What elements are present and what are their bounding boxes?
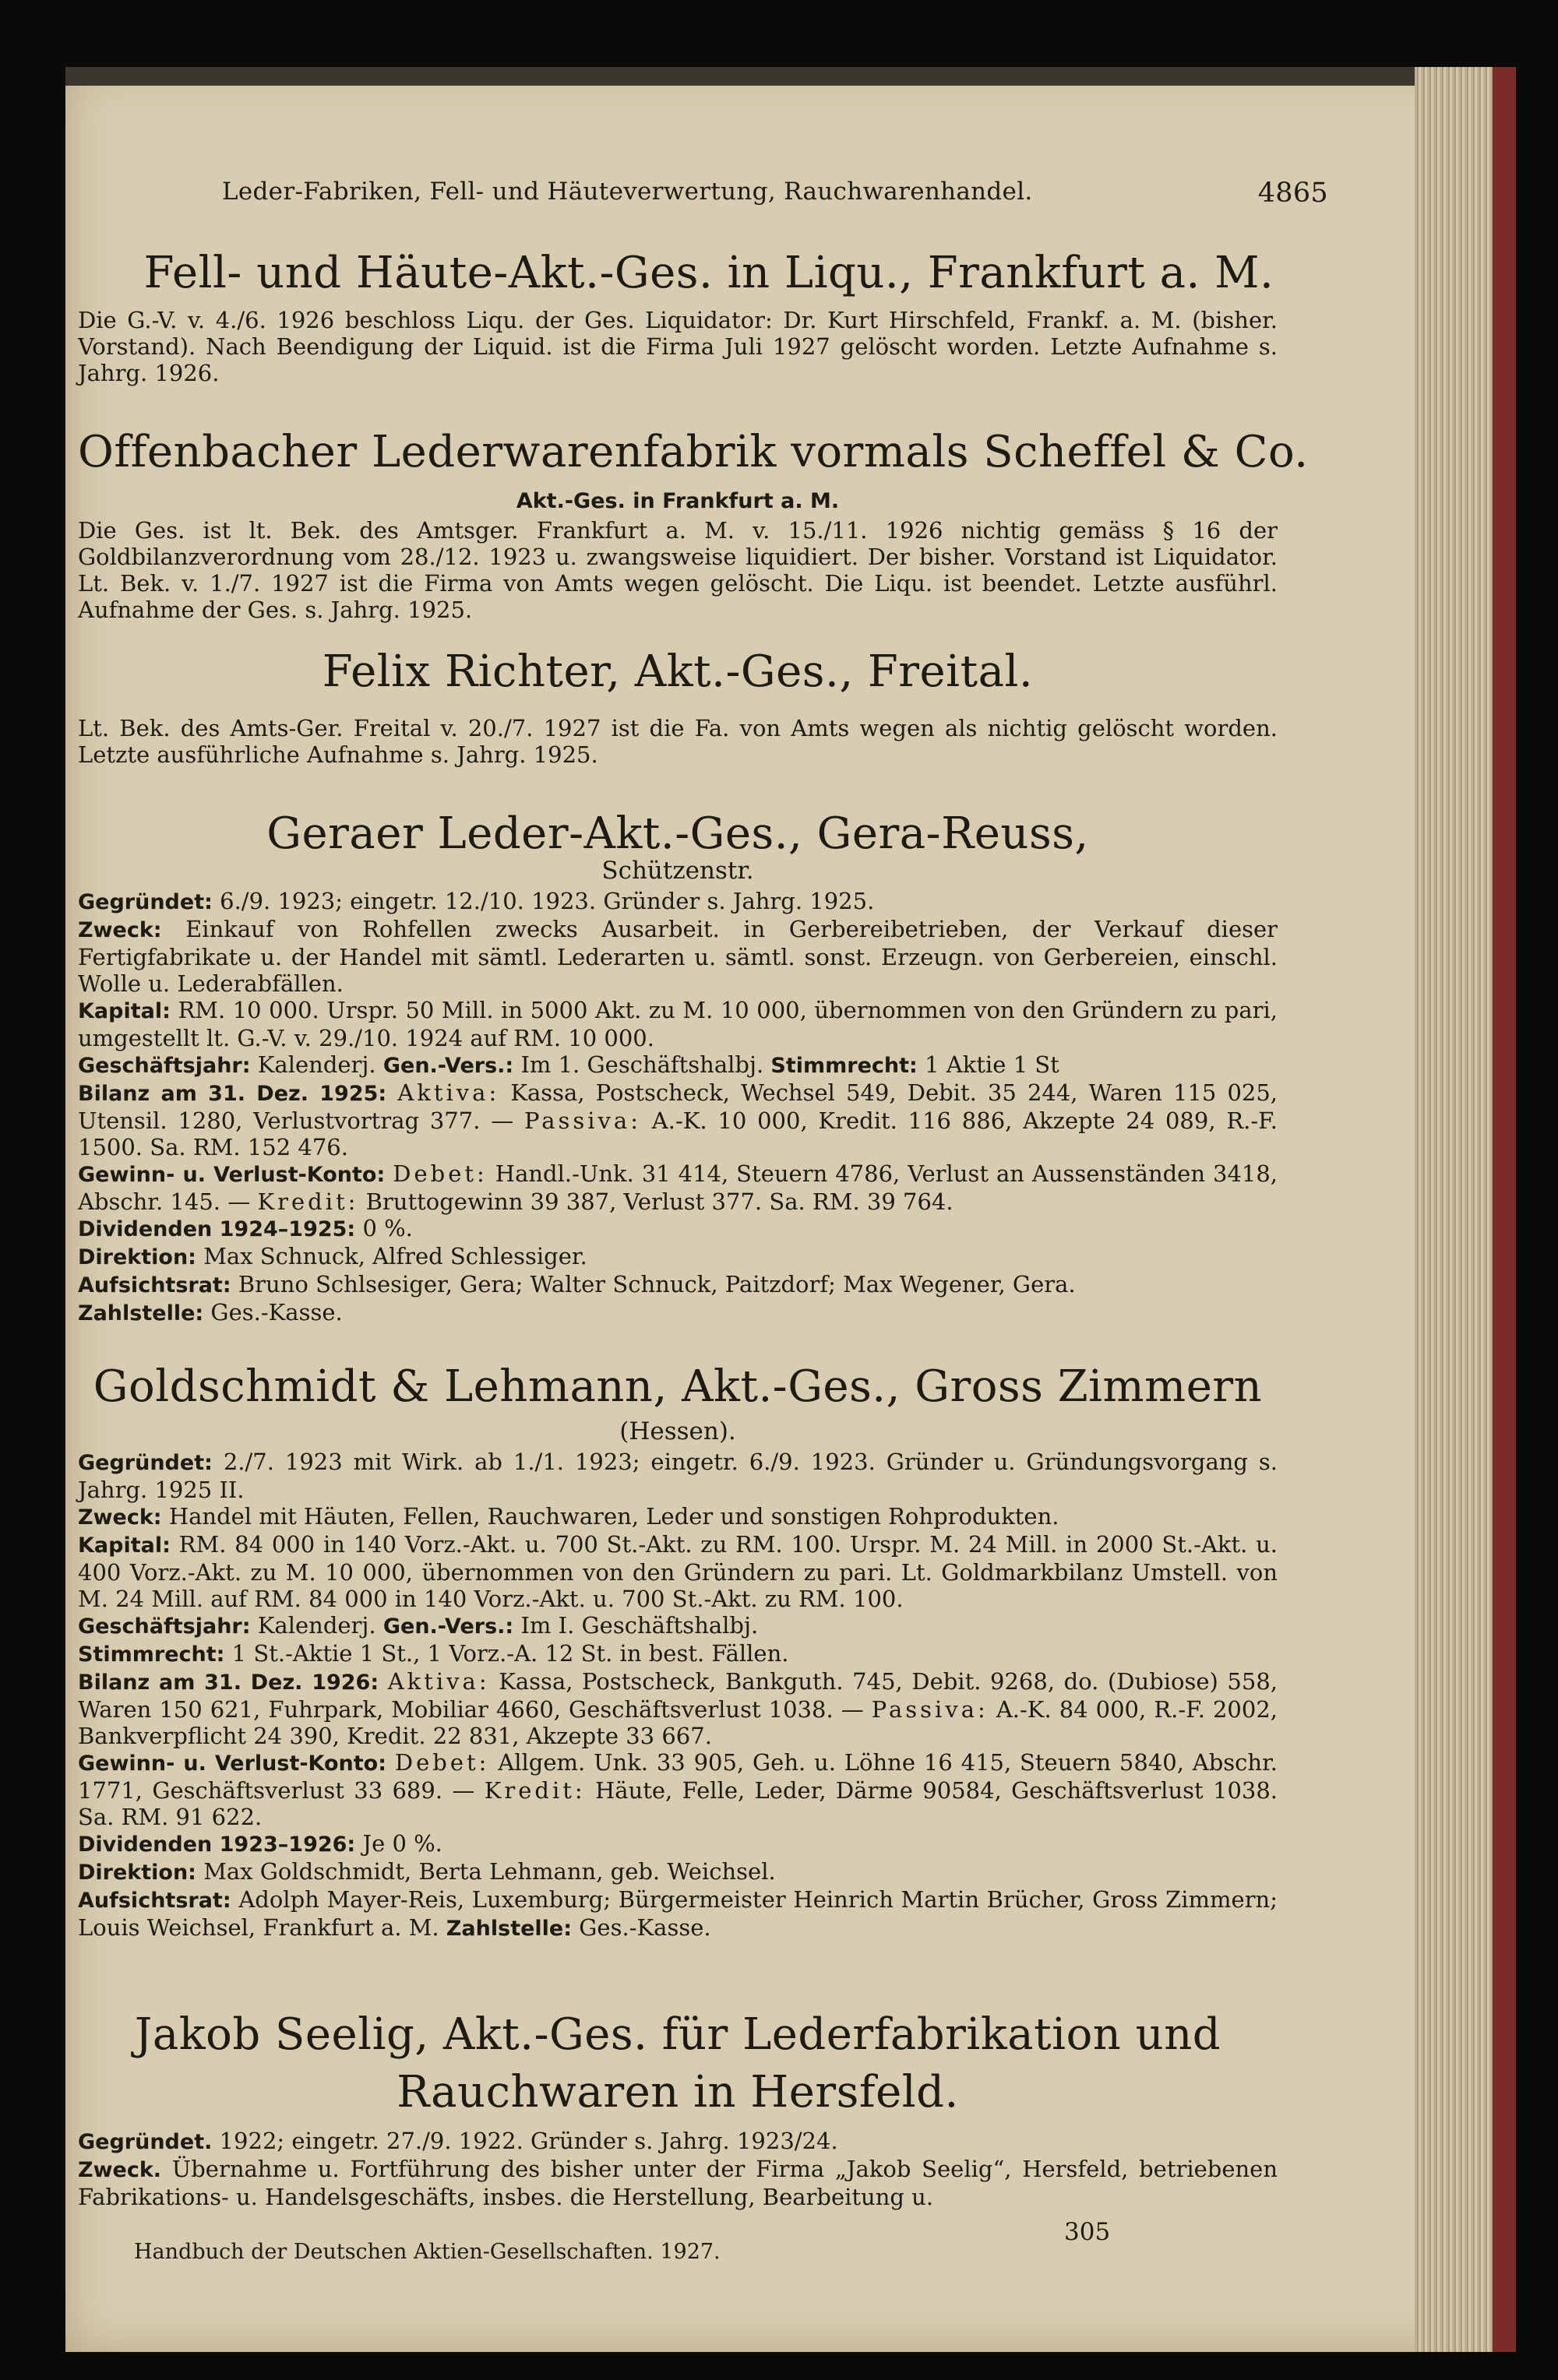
page-edges [1415, 67, 1493, 2352]
value: RM. 84 000 in 140 Vorz.-Akt. u. 700 St.-Akt. zu RM. 100. Urspr. M. 24 Mill. in 2000 St.-Akt. u. 400 Vorz.-Akt. zu M. 10 000, übernommen von den Gründern zu pari. Lt. Goldmarkbilanz Umstell. von M. 24 Mill. auf RM. 84 000 in 140 Vorz.-Akt. u. 700 St.-Akt. zu RM. 100. [78, 1531, 1278, 1612]
entry-text-offenbacher [78, 517, 1278, 623]
entry-subtitle-geraer: Schützenstr. [601, 857, 754, 885]
label: Zahlstelle: [446, 1917, 573, 1941]
label: Zweck: [78, 918, 162, 942]
seelig-gegruendet [78, 2128, 1278, 2156]
goldschmidt-dividenden [78, 1830, 1278, 1858]
value: Je 0 %. [362, 1830, 442, 1857]
geraer-dividenden [78, 1215, 1278, 1243]
page-number: 4865 [1257, 178, 1328, 209]
label: Geschäftsjahr: [78, 1614, 251, 1639]
value: Häute, Felle, Leder, Därme 90584, Geschäftsverlust 1038. Sa. RM. 91 622. [78, 1777, 1278, 1830]
value: 2./7. 1923 mit Wirk. ab 1./1. 1923; eingetr. 6./9. 1923. Gründer u. Gründungsvorgang s. Jahrg. 1925 II. [78, 1449, 1278, 1503]
value: 1 St.-Aktie 1 St., 1 Vorz.-A. 12 St. in best. Fällen. [231, 1640, 789, 1667]
value: Adolph Mayer-Reis, Luxemburg; Bürgermeister Heinrich Martin Brücher, Gross Zimmern; Louis Weichsel, Frankfurt a. M. [78, 1886, 1278, 1941]
label: Zweck. [78, 2158, 162, 2182]
label: Gegründet: [78, 890, 213, 914]
label: Zweck: [78, 1505, 162, 1530]
value: Bruttogewinn 39 387, Verlust 377. Sa. RM. 39 764. [365, 1188, 953, 1215]
entry-text-goldschmidt [78, 1449, 1278, 1942]
geraer-geschaeftsjahr [78, 1051, 1278, 1079]
label: Aufsichtsrat: [78, 1273, 231, 1297]
value: Max Schnuck, Alfred Schlessiger. [203, 1243, 587, 1269]
geraer-zahlstelle [78, 1299, 1278, 1327]
value: Handl.-Unk. 31 414, Steuern 4786, Verlust an Aussenständen 3418, Abschr. 145. — [78, 1160, 1278, 1215]
value: A.-K. 84 000, R.-F. 2002, Bankverpflicht 24 390, Kredit. 22 831, Akzepte 33 667. [78, 1696, 1278, 1749]
entry-title-geraer: Geraer Leder-Akt.-Ges., Gera-Reuss, [266, 808, 1089, 859]
label: Passiva: [524, 1107, 641, 1134]
running-head-title: Leder-Fabriken, Fell- und Häuteverwertung, Rauchwarenhandel. [222, 178, 1033, 206]
entry-title-goldschmidt: Goldschmidt & Lehmann, Akt.-Ges., Gross Zimmern [93, 1361, 1263, 1412]
goldschmidt-aufsichtsrat [78, 1886, 1278, 1942]
geraer-guv [78, 1160, 1278, 1215]
seelig-zweck [78, 2156, 1278, 2210]
value: Im 1. Geschäftshalbj. [520, 1051, 764, 1078]
entry-text-seelig [78, 2128, 1278, 2210]
running-head [222, 178, 1328, 209]
value: Kalenderj. [257, 1051, 376, 1078]
goldschmidt-zweck [78, 1503, 1278, 1531]
geraer-kapital [78, 997, 1278, 1051]
geraer-aufsichtsrat [78, 1271, 1278, 1299]
book-spine [1493, 67, 1516, 2352]
label: Gegründet: [78, 1451, 213, 1475]
geraer-direktion [78, 1243, 1278, 1271]
value: Handel mit Häuten, Fellen, Rauchwaren, Leder und sonstigen Rohprodukten. [168, 1503, 1059, 1530]
label: Bilanz am 31. Dez. 1925: [78, 1082, 387, 1106]
label: Aktiva: [387, 1668, 490, 1695]
goldschmidt-gegruendet [78, 1449, 1278, 1503]
label: Gen.-Vers.: [382, 1054, 514, 1078]
entry-title-seelig-line1: Jakob Seelig, Akt.-Ges. für Lederfabrikation und [134, 2009, 1221, 2060]
value: 0 %. [362, 1215, 413, 1241]
entry-title-fell: Fell- und Häute-Akt.-Ges. in Liqu., Frankfurt a. M. [143, 248, 1274, 298]
label: Stimmrecht: [770, 1054, 918, 1078]
label: Gewinn- u. Verlust-Konto: [78, 1163, 386, 1187]
value: Kassa, Postscheck, Bankguth. 745, Debit. 9268, do. (Dubiose) 558, Waren 150 621, Fuhrpark, Mobiliar 4660, Geschäftsverlust 1038. — [78, 1668, 1278, 1723]
geraer-zweck [78, 916, 1278, 997]
label: Geschäftsjahr: [78, 1054, 251, 1078]
value: Ges.-Kasse. [210, 1299, 343, 1326]
label: Stimmrecht: [78, 1642, 225, 1667]
entry-text-richter [78, 715, 1278, 768]
entry-text-fell [78, 307, 1278, 386]
label: Dividenden 1924–1925: [78, 1217, 356, 1241]
label: Kredit: [484, 1777, 586, 1804]
entry-title-richter: Felix Richter, Akt.-Ges., Freital. [322, 646, 1034, 697]
label: Kapital: [78, 1533, 171, 1558]
label: Direktion: [78, 1245, 196, 1269]
entry-title-seelig-line2: Rauchwaren in Hersfeld. [397, 2067, 959, 2118]
goldschmidt-direktion [78, 1858, 1278, 1886]
geraer-bilanz [78, 1079, 1278, 1160]
entry-subtitle-goldschmidt: (Hessen). [619, 1417, 736, 1445]
label: Passiva: [871, 1696, 989, 1723]
label: Gewinn- u. Verlust-Konto: [78, 1752, 387, 1776]
label: Zahlstelle: [78, 1301, 204, 1326]
value: RM. 10 000. Urspr. 50 Mill. in 5000 Akt. zu M. 10 000, übernommen von den Gründern zu pari, umgestellt lt. G.-V. v. 29./10. 1924 auf RM. 10 000. [78, 997, 1278, 1051]
goldschmidt-bilanz [78, 1668, 1278, 1749]
label: Kapital: [78, 999, 171, 1023]
value: Max Goldschmidt, Berta Lehmann, geb. Weichsel. [203, 1858, 776, 1885]
goldschmidt-geschaeftsjahr [78, 1612, 1278, 1640]
label: Kredit: [257, 1188, 359, 1215]
label: Aufsichtsrat: [78, 1889, 231, 1913]
value: 1922; eingetr. 27./9. 1922. Gründer s. Jahrg. 1923/24. [219, 2128, 838, 2154]
value: Übernahme u. Fortführung des bisher unter der Firma „Jakob Seelig“, Hersfeld, betriebenen Fabrikations- u. Handelsgeschäfts, insbes. die Herstellung, Bearbeitung u. [78, 2156, 1278, 2210]
goldschmidt-guv [78, 1749, 1278, 1830]
label: Debet: [394, 1749, 490, 1776]
value: Kalenderj. [257, 1612, 376, 1639]
label: Dividenden 1923–1926: [78, 1833, 356, 1857]
value: Bruno Schlsesiger, Gera; Walter Schnuck, Paitzdorf; Max Wegener, Gera. [238, 1271, 1076, 1297]
value: Kassa, Postscheck, Wechsel 549, Debit. 35 244, Waren 115 025, Utensil. 1280, Verlustvortrag 377. — [78, 1079, 1278, 1134]
label: Bilanz am 31. Dez. 1926: [78, 1671, 379, 1695]
entry-title-offenbacher: Offenbacher Lederwarenfabrik vormals Scheffel & Co. [78, 427, 1309, 477]
value: 1 Aktie 1 St [925, 1051, 1059, 1078]
value: Allgem. Unk. 33 905, Geh. u. Löhne 16 415, Steuern 5840, Abschr. 1771, Geschäftsverlust 33 689. — [78, 1749, 1278, 1804]
entry-subtitle-offenbacher [78, 486, 1278, 514]
label: Debet: [393, 1160, 488, 1187]
goldschmidt-kapital [78, 1531, 1278, 1612]
value: 6./9. 1923; eingetr. 12./10. 1923. Gründer s. Jahrg. 1925. [220, 888, 875, 914]
value: Einkauf von Rohfellen zwecks Ausarbeit. in Gerbereibetrieben, der Verkauf dieser Fertigfabrikate u. der Handel mit sämtl. Lederarten u. sämtl. sonst. Erzeugn. von Gerbereien, einschl. Wolle u. Lederabfällen. [78, 916, 1278, 997]
entry-text-geraer [78, 888, 1278, 1327]
value: A.-K. 10 000, Kredit. 116 886, Akzepte 24 089, R.-F. 1500. Sa. RM. 152 476. [78, 1107, 1278, 1160]
page-top-edge [65, 67, 1493, 86]
value: Ges.-Kasse. [579, 1914, 711, 1941]
footer-book-title: Handbuch der Deutschen Aktien-Gesellschaften. 1927. [134, 2240, 721, 2264]
offenbacher-paragraph: Die Ges. ist lt. Bek. des Amtsger. Frankfurt a. M. v. 15./11. 1926 nichtig gemäss § 16 der Goldbilanzverordnung vom 28./12. 1923 u. zwangsweise liquidiert. Der bisher. Vorstand ist Liquidator. Lt. Bek. v. 1./7. 1927 ist die Firma von Amts wegen gelöscht. Die Liqu. ist beendet. Letzte ausführl. Aufnahme der Ges. s. Jahrg. 1925. [78, 517, 1278, 623]
footer-sheet-number: 305 [1064, 2218, 1111, 2246]
value: Im I. Geschäftshalbj. [520, 1612, 759, 1639]
label: Gegründet. [78, 2130, 213, 2154]
geraer-gegruendet [78, 888, 1278, 916]
label: Aktiva: [397, 1079, 500, 1106]
label: Direktion: [78, 1861, 196, 1885]
fell-paragraph: Die G.-V. v. 4./6. 1926 beschloss Liqu. der Ges. Liquidator: Dr. Kurt Hirschfeld, Frankf. a. M. (bisher. Vorstand). Nach Beendigung der Liquid. ist die Firma Juli 1927 gelöscht worden. Letzte Aufnahme s. Jahrg. 1926. [78, 307, 1278, 386]
goldschmidt-stimmrecht [78, 1640, 1278, 1668]
richter-paragraph: Lt. Bek. des Amts-Ger. Freital v. 20./7. 1927 ist die Fa. von Amts wegen als nichtig gelöscht worden. Letzte ausführliche Aufnahme s. Jahrg. 1925. [78, 715, 1278, 768]
label: Gen.-Vers.: [382, 1614, 514, 1639]
offenbacher-subtitle-text: Akt.-Ges. in Frankfurt a. M. [516, 489, 840, 513]
